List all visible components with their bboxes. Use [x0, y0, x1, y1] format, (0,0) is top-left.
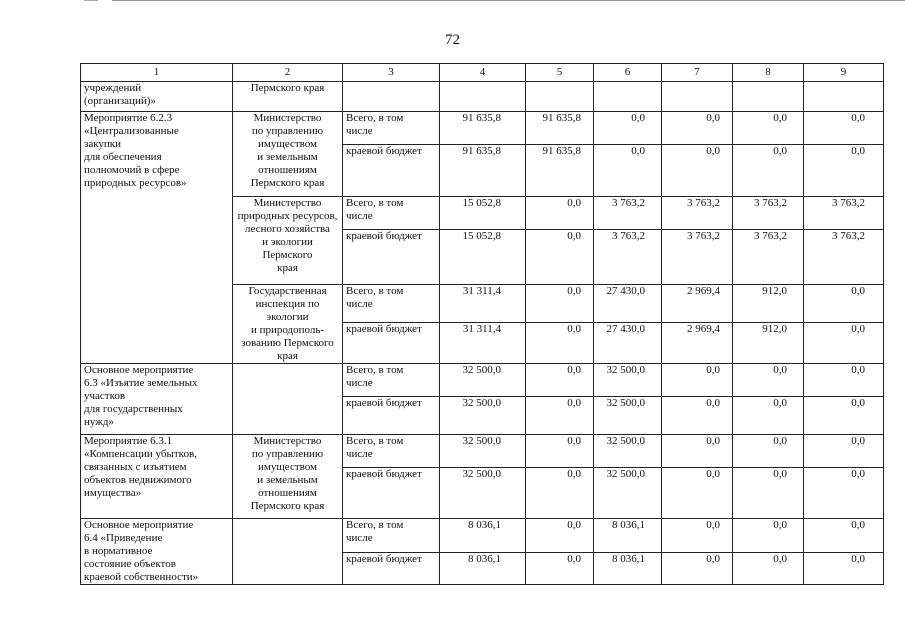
value-cell: 15 052,8: [440, 197, 526, 230]
value-cell: 32 500,0: [440, 397, 526, 435]
table-row: [81, 112, 884, 145]
value-cell: 32 500,0: [594, 364, 662, 397]
value-cell: 91 635,8: [440, 145, 526, 197]
value-cell: 0,0: [733, 435, 804, 468]
table-row: [81, 82, 884, 112]
value-cell: 3 763,2: [804, 197, 884, 230]
funding-source-cell: Всего, в том числе: [343, 519, 440, 553]
column-number-row: [81, 64, 884, 82]
value-cell: 0,0: [594, 112, 662, 145]
executor-cell: [233, 519, 343, 585]
funding-source-cell: краевой бюджет: [343, 468, 440, 519]
budget-table: [80, 63, 884, 585]
value-cell: 2 969,4: [662, 285, 733, 323]
value-cell: 0,0: [662, 364, 733, 397]
value-cell: 0,0: [526, 230, 594, 285]
value-cell: 8 036,1: [594, 552, 662, 585]
value-cell: 3 763,2: [733, 197, 804, 230]
funding-source-cell: Всего, в том числе: [343, 364, 440, 397]
value-cell: 0,0: [526, 197, 594, 230]
value-cell: 0,0: [662, 435, 733, 468]
funding-source-cell: краевой бюджет: [343, 230, 440, 285]
funding-source-cell: Всего, в том числе: [343, 112, 440, 145]
value-cell: 0,0: [733, 468, 804, 519]
value-cell: 0,0: [662, 145, 733, 197]
value-cell: 0,0: [733, 552, 804, 585]
executor-cell: Министерство природных ресурсов, лесного хозяйства и экологии Пермского края: [233, 197, 343, 285]
table-row: [81, 519, 884, 553]
table-row: [81, 364, 884, 397]
program-name-cell: учреждений (организаций)»: [81, 82, 233, 112]
executor-cell: Министерство по управлению имуществом и земельным отношениям Пермского края: [233, 112, 343, 197]
funding-source-cell: краевой бюджет: [343, 145, 440, 197]
value-cell: 91 635,8: [440, 112, 526, 145]
program-name-cell: Мероприятие 6.2.3 «Централизованные закупки для обеспечения полномочий в сфере природных ресурсов»: [81, 112, 233, 364]
program-name-cell: Основное мероприятие 6.4 «Приведение в нормативное состояние объектов краевой собственности»: [81, 519, 233, 585]
value-cell: 0,0: [662, 519, 733, 553]
value-cell: 0,0: [526, 285, 594, 323]
executor-cell: Пермского края: [233, 82, 343, 112]
value-cell: 3 763,2: [804, 230, 884, 285]
top-rule-line: [112, 0, 905, 1]
value-cell: 912,0: [733, 322, 804, 363]
funding-source-cell: Всего, в том числе: [343, 435, 440, 468]
executor-cell: Министерство по управлению имуществом и земельным отношениям Пермского края: [233, 435, 343, 519]
value-cell: 0,0: [804, 397, 884, 435]
value-cell: 0,0: [662, 397, 733, 435]
column-number-9: 9: [804, 64, 884, 82]
funding-source-cell: краевой бюджет: [343, 397, 440, 435]
value-cell: 0,0: [526, 364, 594, 397]
value-cell: 3 763,2: [662, 230, 733, 285]
funding-source-cell: Всего, в том числе: [343, 285, 440, 323]
page-number: 72: [445, 32, 460, 48]
column-number-5: 5: [526, 64, 594, 82]
value-cell: 32 500,0: [594, 468, 662, 519]
executor-cell: [233, 364, 343, 435]
value-cell: 27 430,0: [594, 285, 662, 323]
value-cell: 0,0: [526, 552, 594, 585]
value-cell: 3 763,2: [594, 197, 662, 230]
column-number-4: 4: [440, 64, 526, 82]
value-cell: 0,0: [804, 145, 884, 197]
value-cell: 32 500,0: [440, 435, 526, 468]
value-cell: 0,0: [526, 322, 594, 363]
value-cell: 0,0: [733, 145, 804, 197]
value-cell: 2 969,4: [662, 322, 733, 363]
value-cell: 0,0: [804, 552, 884, 585]
value-cell: 3 763,2: [733, 230, 804, 285]
value-cell: 0,0: [733, 364, 804, 397]
value-cell: 0,0: [804, 285, 884, 323]
value-cell: 8 036,1: [594, 519, 662, 553]
value-cell: 0,0: [526, 397, 594, 435]
funding-source-cell: краевой бюджет: [343, 322, 440, 363]
column-number-7: 7: [662, 64, 733, 82]
value-cell: 0,0: [662, 468, 733, 519]
value-cell: 0,0: [594, 145, 662, 197]
value-cell: 32 500,0: [440, 364, 526, 397]
value-cell: 8 036,1: [440, 552, 526, 585]
column-number-6: 6: [594, 64, 662, 82]
value-cell: 91 635,8: [526, 145, 594, 197]
value-cell: 32 500,0: [440, 468, 526, 519]
value-cell: 3 763,2: [662, 197, 733, 230]
column-number-8: 8: [733, 64, 804, 82]
value-cell: 31 311,4: [440, 322, 526, 363]
value-cell: 0,0: [804, 364, 884, 397]
value-cell: 15 052,8: [440, 230, 526, 285]
value-cell: 0,0: [526, 519, 594, 553]
funding-source-cell: Всего, в том числе: [343, 197, 440, 230]
value-cell: 0,0: [804, 322, 884, 363]
value-cell: 8 036,1: [440, 519, 526, 553]
value-cell: 27 430,0: [594, 322, 662, 363]
funding-source-cell: краевой бюджет: [343, 552, 440, 585]
value-cell: 0,0: [733, 397, 804, 435]
value-cell: 0,0: [804, 468, 884, 519]
value-cell: 0,0: [804, 435, 884, 468]
value-cell: 32 500,0: [594, 435, 662, 468]
value-cell: 0,0: [662, 112, 733, 145]
value-cell: 912,0: [733, 285, 804, 323]
table-row: [81, 435, 884, 468]
column-number-3: 3: [343, 64, 440, 82]
executor-cell: Государственная инспекция по экологии и природополь- зованию Пермского края: [233, 285, 343, 364]
program-name-cell: Мероприятие 6.3.1 «Компенсации убытков, связанных с изъятием объектов недвижимого имущества»: [81, 435, 233, 519]
value-cell: 0,0: [662, 552, 733, 585]
column-number-2: 2: [233, 64, 343, 82]
top-dash-line: [84, 0, 98, 1]
value-cell: 91 635,8: [526, 112, 594, 145]
column-number-1: 1: [81, 64, 233, 82]
value-cell: 31 311,4: [440, 285, 526, 323]
value-cell: 0,0: [526, 435, 594, 468]
value-cell: 3 763,2: [594, 230, 662, 285]
value-cell: 0,0: [804, 519, 884, 553]
value-cell: 0,0: [526, 468, 594, 519]
value-cell: 0,0: [733, 112, 804, 145]
value-cell: 0,0: [733, 519, 804, 553]
value-cell: 0,0: [804, 112, 884, 145]
program-name-cell: Основное мероприятие 6.3 «Изъятие земельных участков для государственных нужд»: [81, 364, 233, 435]
value-cell: 32 500,0: [594, 397, 662, 435]
